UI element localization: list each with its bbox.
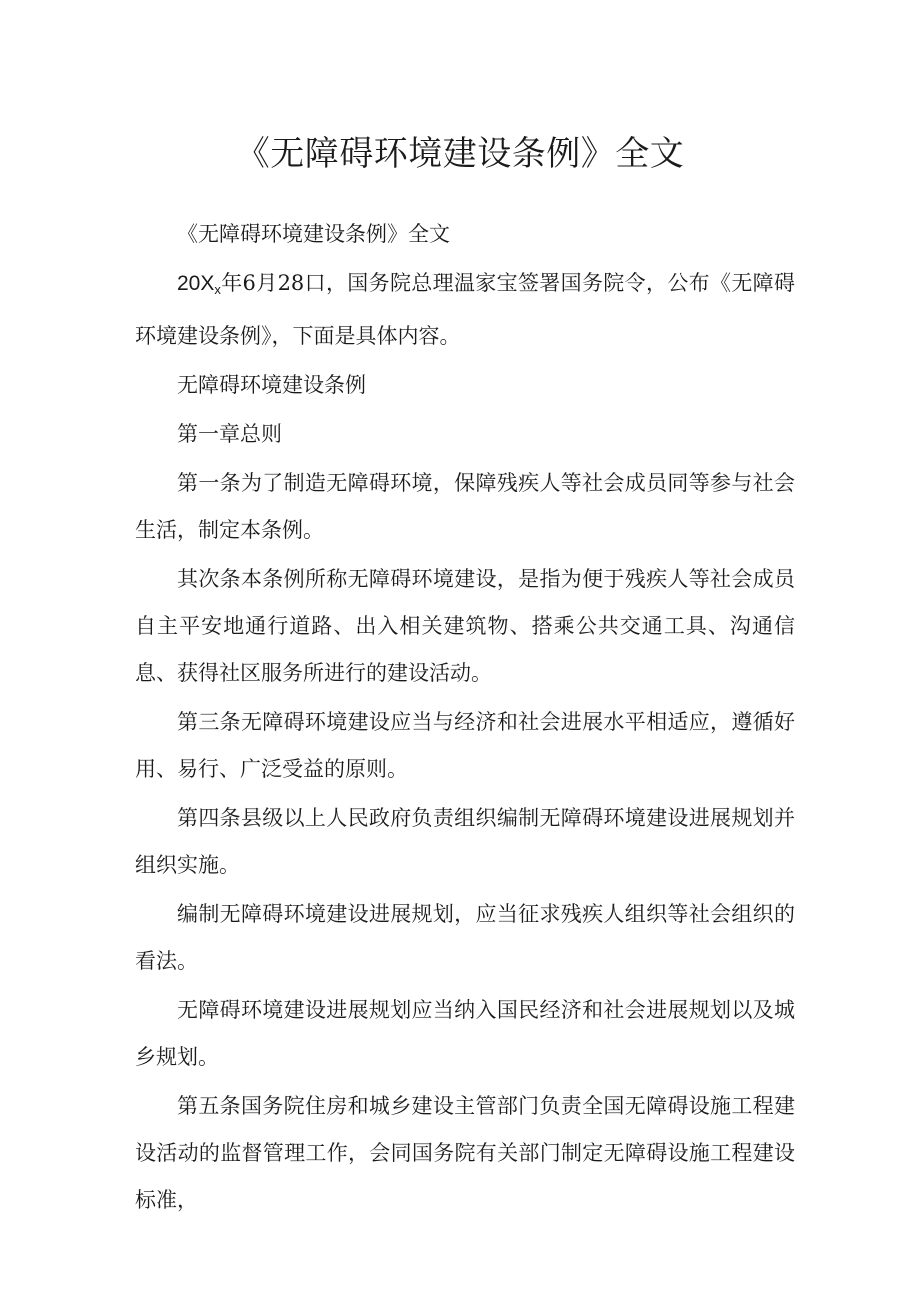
paragraph-article-3: 第三条无障碍环境建设应当与经济和社会进展水平相适应，遵循好用、易行、广泛受益的原则。 (135, 710, 795, 781)
paragraph-article-4-planning: 编制无障碍环境建设进展规划，应当征求残疾人组织等社会组织的看法。 (135, 902, 795, 973)
year-subscript: x (214, 282, 221, 297)
paragraph-chapter-heading: 第一章总则 (177, 422, 282, 446)
paragraph-intro (135, 260, 795, 360)
document-body (135, 211, 795, 1224)
intro-text: 年6月28口，国务院总理温家宝签署国务院令，公布《无障碍环境建设条例》，下面是具体内容。 (135, 271, 795, 348)
paragraph-subtitle: 《无障碍环境建设条例》全文 (177, 222, 450, 246)
paragraph-article-2: 其次条本条例所称无障碍环境建设，是指为便于残疾人等社会成员自主平安地通行道路、出入相关建筑物、搭乘公共交通工具、沟通信息、获得社区服务所进行的建设活动。 (135, 567, 795, 685)
paragraph-regulation-name: 无障碍环境建设条例 (177, 373, 366, 397)
paragraph-article-4-integration: 无障碍环境建设进展规划应当纳入国民经济和社会进展规划以及城乡规划。 (135, 998, 795, 1069)
paragraph-article-4: 第四条县级以上人民政府负责组织编制无障碍环境建设进展规划并组织实施。 (135, 806, 795, 877)
year-prefix: 20X (177, 272, 215, 295)
paragraph-article-5: 第五条国务院住房和城乡建设主管部门负责全国无障碍设施工程建设活动的监督管理工作，会同国务院有关部门制定无障碍设施工程建设标准， (135, 1094, 795, 1212)
document-title: 《无障碍环境建设条例》全文 (235, 134, 685, 174)
paragraph-article-1: 第一条为了制造无障碍环境，保障残疾人等社会成员同等参与社会生活，制定本条例。 (135, 471, 795, 542)
